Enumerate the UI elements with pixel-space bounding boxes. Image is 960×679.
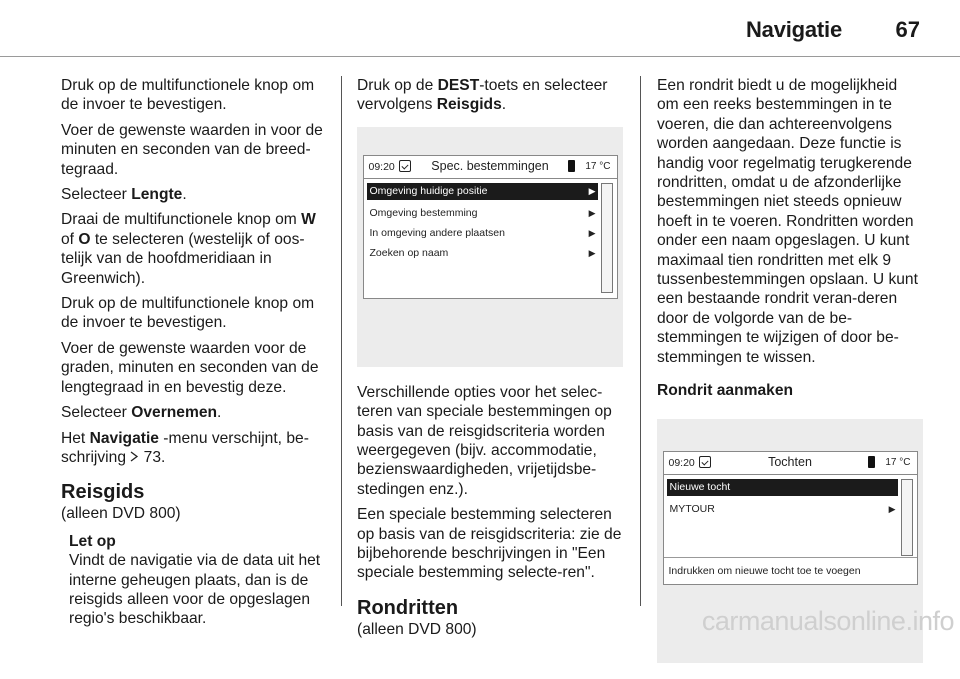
column-3: [657, 76, 923, 679]
section-subtitle: (alleen DVD 800): [61, 505, 181, 523]
text: Selecteer: [61, 404, 132, 422]
footer-hint: Indrukken om nieuwe tocht toe te voegen: [668, 564, 861, 577]
screen-header: [364, 156, 617, 179]
bold-term: Lengte: [131, 186, 183, 204]
screen-header: [664, 452, 917, 475]
bold-term: Reisgids: [436, 96, 502, 114]
text: .: [217, 404, 222, 422]
temperature: 17 °C: [585, 160, 611, 172]
column-2: [357, 76, 623, 647]
text: te selecteren (westelijk of oos-telijk van de hoofdmeridiaan in Greenwich).: [61, 230, 305, 287]
display-screen: [363, 155, 618, 299]
paragraph: Een rondrit biedt u de mogelijkheid om een reeks bestemmingen in te voeren, die dan achtereenvolgens worden aangedaan. Deze functie is handig voor regelmatig terugkerende rondritten, omdat u de afzonderlijke bestemmingen niet steeds opnieuw hoeft in te voeren. Rondritten worden onder een naam opgeslagen. U kunt maximaal tien rondritten met elk 9 tussenbestemmingen opslaan. U kunt een bestaande rondrit veran-deren door de volgorde van de be-stemmingen te wijzigen of door be-stemmingen te wissen.: [657, 77, 918, 366]
text: of: [61, 230, 79, 248]
menu-item[interactable]: [367, 223, 598, 243]
text: -toets en selecteer vervolgens: [357, 77, 608, 114]
menu-item-label: Nieuwe tocht: [669, 480, 731, 493]
screen-footer: [664, 557, 917, 584]
menu-item[interactable]: [367, 183, 598, 200]
section-heading-rondritten: Rondritten: [357, 596, 459, 619]
menu-list: [367, 183, 598, 263]
column-divider: [341, 76, 342, 606]
menu-list: [667, 479, 898, 519]
menu-item-label: Omgeving huidige positie: [369, 184, 488, 197]
chevron-right-icon: ▶: [888, 503, 896, 514]
note-block: [69, 532, 327, 629]
phone-icon: [868, 456, 875, 468]
subsection-heading-rondrit-aanmaken: Rondrit aanmaken: [657, 382, 794, 400]
section-heading-reisgids: Reisgids: [61, 481, 145, 504]
column-divider: [640, 76, 641, 606]
menu-item-label: Omgeving bestemming: [369, 206, 478, 219]
screen-title: Tochten: [768, 454, 812, 469]
paragraph: [61, 185, 327, 204]
scrollbar[interactable]: [901, 479, 913, 556]
page-title: Navigatie: [745, 17, 842, 42]
clock-time: 09:20: [368, 160, 395, 173]
header-rule: [0, 56, 960, 57]
phone-icon: [568, 160, 575, 172]
chevron-right-icon: ▶: [588, 247, 596, 258]
text: Draai de multifunctionele knop om: [61, 211, 302, 229]
screen-title: Spec. bestemmingen: [431, 158, 549, 173]
page-number: 67: [895, 17, 920, 42]
page-reference[interactable]: 73.: [139, 448, 166, 466]
chevron-right-icon: ▶: [588, 185, 596, 196]
bold-term: O: [78, 230, 91, 248]
paragraph: [61, 429, 327, 468]
paragraph: [61, 403, 327, 422]
paragraph: Een speciale bestemming selecteren op basis van de reisgidscriteria: zie de bijbehorende beschrijvingen in "Een speciale bestemming selecte-ren".: [357, 506, 622, 582]
note-body: Vindt de navigatie via de data uit het interne geheugen plaats, dan is de reisgids alleen voor de opgeslagen regio's beschikbaar.: [69, 552, 321, 628]
text: Het: [61, 429, 90, 447]
paragraph: [357, 76, 623, 115]
menu-item-label: Zoeken op naam: [369, 246, 449, 259]
page-header: [0, 0, 960, 56]
menu-item[interactable]: [367, 243, 598, 263]
bold-term: DEST: [437, 77, 480, 94]
text: .: [501, 96, 507, 114]
clock-time: 09:20: [668, 456, 695, 469]
bold-term: Overnemen: [131, 404, 218, 422]
menu-item-label: In omgeving andere plaatsen: [369, 226, 505, 239]
menu-item-label: MYTOUR: [669, 502, 715, 515]
text: .: [182, 186, 187, 204]
paragraph: Druk op de multifunctionele knop om de invoer te bevestigen.: [61, 295, 315, 332]
paragraph: [61, 210, 327, 288]
chevron-right-icon: ▶: [588, 227, 596, 238]
menu-item[interactable]: [667, 479, 898, 496]
bold-term: Navigatie: [89, 429, 159, 447]
menu-item[interactable]: [367, 203, 598, 223]
scrollbar[interactable]: [601, 183, 613, 293]
menu-item[interactable]: [667, 499, 898, 519]
paragraph: Voer de gewenste waarden voor de graden, minuten en seconden van de lengtegraad in en bevestig deze.: [61, 339, 319, 396]
text: Druk op de: [357, 77, 438, 94]
watermark: carmanualsonline.info: [701, 606, 954, 636]
column-1: [61, 76, 327, 629]
text: -menu verschijnt, be-schrijving: [61, 429, 309, 466]
text: Selecteer: [61, 186, 132, 204]
chevron-right-icon: ▶: [588, 207, 596, 218]
display-screen: [663, 451, 918, 585]
paragraph: Druk op de multifunctionele knop om de invoer te bevestigen.: [61, 77, 315, 114]
bold-term: W: [301, 211, 316, 229]
paragraph: Voer de gewenste waarden in voor de minuten en seconden van de breed-tegraad.: [61, 121, 323, 178]
note-title: Let op: [69, 532, 116, 550]
paragraph: Verschillende opties voor het selec-teren van speciale bestemmingen op basis van de reisgidscriteria worden weergegeven (bijv. accommodatie, bezienswaardigheden, vrijetijdsbe-stedingen enz.).: [357, 383, 612, 498]
temperature: 17 °C: [885, 456, 911, 468]
arrow-ref-icon[interactable]: [130, 449, 139, 466]
section-subtitle: (alleen DVD 800): [357, 620, 477, 638]
screenshot-spec-bestemmingen: [357, 127, 623, 367]
